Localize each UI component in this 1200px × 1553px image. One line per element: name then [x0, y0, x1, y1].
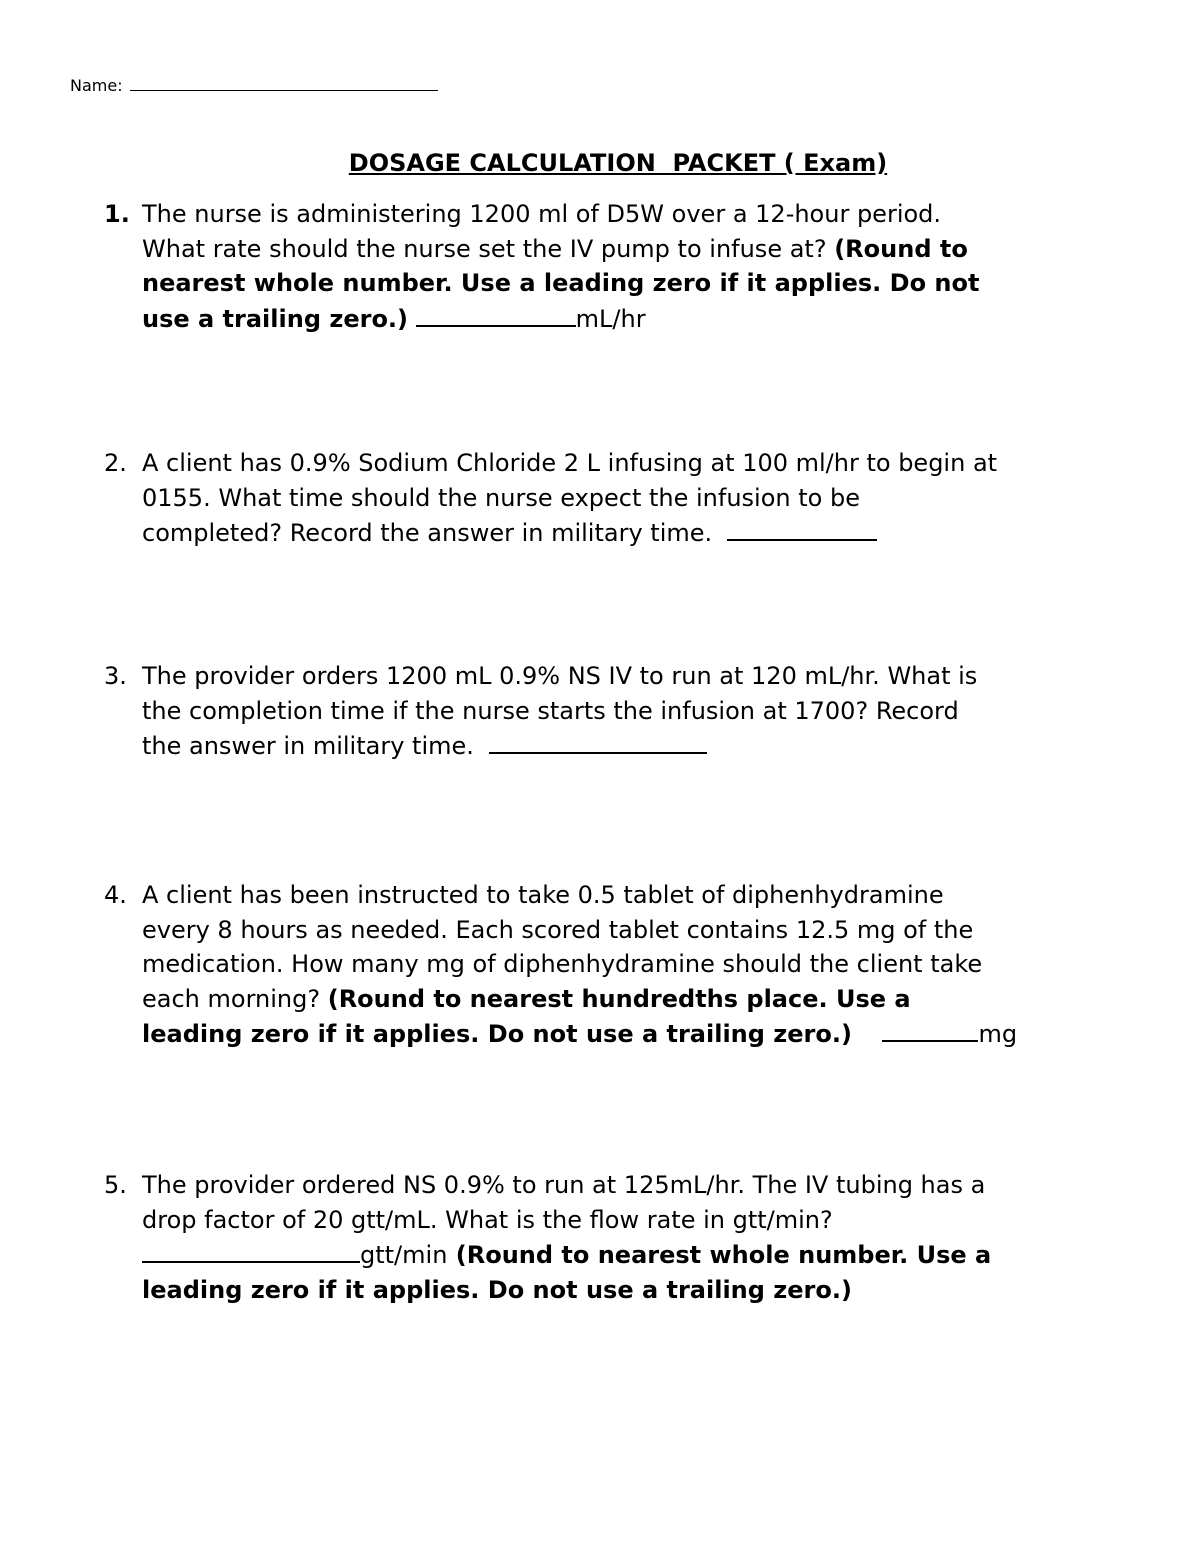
instruction-text: (Round to [834, 234, 968, 263]
instruction-text-line: leading zero if it applies. Do not use a trailing zero.) [142, 1275, 852, 1304]
instruction-text: (Round to nearest hundredths place. Use a [327, 984, 911, 1013]
answer-blank[interactable] [727, 515, 877, 541]
question-text: the answer in military time. [142, 732, 474, 760]
question-5 [104, 1168, 1144, 1307]
question-text-line: The provider orders 1200 mL 0.9% NS IV to run at 120 mL/hr. What is [142, 662, 978, 690]
question-body [142, 197, 1144, 336]
question-number: 5. [104, 1171, 127, 1199]
instruction-text: use a trailing zero.) [142, 304, 409, 333]
question-number: 2. [104, 449, 127, 477]
answer-blank[interactable] [489, 728, 707, 754]
question-number: 3. [104, 662, 127, 690]
question-number: 1. [104, 200, 130, 228]
question-text: each morning? [142, 984, 328, 1013]
question-text-line: The nurse is administering 1200 ml of D5W over a 12-hour period. [142, 200, 942, 228]
question-text-line [142, 232, 1144, 267]
answer-line [142, 515, 1144, 551]
answer-line [142, 301, 1144, 337]
question-text-line: The provider ordered NS 0.9% to run at 125mL/hr. The IV tubing has a [142, 1171, 986, 1199]
instruction-text: leading zero if it applies. Do not use a trailing zero.) [142, 1020, 852, 1048]
question-2 [104, 446, 1144, 551]
answer-blank[interactable] [416, 301, 576, 327]
answer-line [142, 1016, 1144, 1052]
question-text: completed? Record the answer in military time. [142, 519, 713, 547]
answer-unit: mg [978, 1020, 1018, 1048]
question-text-line: A client has been instructed to take 0.5 tablet of diphenhydramine [142, 881, 944, 909]
name-label: Name: [70, 76, 123, 95]
page-title: DOSAGE CALCULATION PACKET ( Exam) [348, 149, 888, 177]
answer-blank[interactable] [882, 1016, 978, 1042]
answer-line [142, 728, 1144, 764]
question-number: 4. [104, 881, 127, 909]
question-4 [104, 878, 1144, 1052]
answer-blank[interactable] [142, 1237, 360, 1263]
question-body [142, 1168, 1144, 1307]
question-1 [104, 197, 1144, 336]
question-text-line [142, 982, 1144, 1017]
answer-line [142, 1237, 1144, 1273]
answer-unit: mL/hr [575, 304, 646, 333]
answer-unit: gtt/min [360, 1241, 448, 1269]
question-text-line: A client has 0.9% Sodium Chloride 2 L infusing at 100 ml/hr to begin at [142, 449, 998, 477]
question-body [142, 659, 1144, 764]
question-text-line: the completion time if the nurse starts the infusion at 1700? Record [142, 696, 959, 725]
question-text-line: drop factor of 20 gtt/mL. What is the flow rate in gtt/min? [142, 1205, 833, 1234]
question-text: What rate should the nurse set the IV pump to infuse at? [142, 234, 835, 263]
question-3 [104, 659, 1144, 764]
question-text-line: every 8 hours as needed. Each scored tablet contains 12.5 mg of the [142, 915, 974, 944]
instruction-text-line: nearest whole number. Use a leading zero if it applies. Do not [142, 269, 980, 297]
question-body [142, 446, 1144, 551]
instruction-text: (Round to nearest whole number. Use a [447, 1241, 992, 1269]
name-field-row [70, 76, 438, 96]
question-text-line: 0155. What time should the nurse expect the infusion to be [142, 483, 860, 512]
question-body [142, 878, 1144, 1052]
name-answer-blank[interactable] [130, 76, 438, 91]
question-text-line: medication. How many mg of diphenhydramine should the client take [142, 950, 983, 978]
